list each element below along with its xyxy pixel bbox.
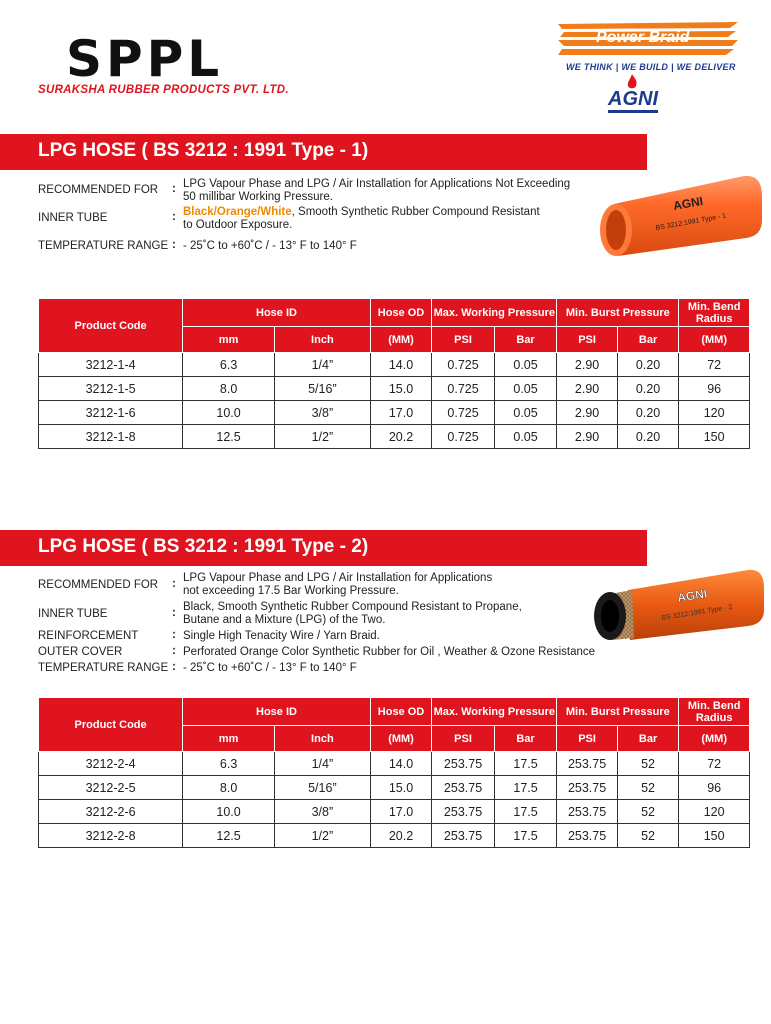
svg-text:AGNI: AGNI <box>672 193 705 213</box>
cell-work-psi: 253.75 <box>432 800 495 824</box>
th-mm: mm <box>183 726 275 752</box>
th-min-burst: Min. Burst Pressure <box>557 698 679 726</box>
th-inch: Inch <box>274 726 370 752</box>
agni-logo: AGNI <box>608 88 658 113</box>
cell-od-mm: 14.0 <box>370 752 432 776</box>
th-bend-mm: (MM) <box>679 327 750 353</box>
hose-type-2-image <box>588 568 764 642</box>
cell-bend-mm: 72 <box>679 752 750 776</box>
table-type-2 <box>38 697 750 848</box>
cell-bend-mm: 96 <box>679 377 750 401</box>
cell-id-inch: 3/8” <box>274 401 370 425</box>
cell-id-inch: 1/2” <box>274 824 370 848</box>
cell-burst-bar: 0.20 <box>617 353 679 377</box>
cell-product-code: 3212-2-4 <box>39 752 183 776</box>
th-work-psi: PSI <box>432 327 495 353</box>
th-min-bend: Min. Bend Radius <box>679 698 750 726</box>
table-row <box>39 752 750 776</box>
svg-text:AGNI: AGNI <box>676 586 709 605</box>
th-od-mm: (MM) <box>370 726 432 752</box>
cell-id-inch: 5/16” <box>274 377 370 401</box>
cell-work-bar: 0.05 <box>494 425 557 449</box>
cell-burst-psi: 253.75 <box>557 752 618 776</box>
cell-id-inch: 5/16” <box>274 776 370 800</box>
th-work-psi: PSI <box>432 726 495 752</box>
cell-work-bar: 0.05 <box>494 401 557 425</box>
cell-id-inch: 1/2” <box>274 425 370 449</box>
th-product-code: Product Code <box>39 299 183 353</box>
cell-id-mm: 10.0 <box>183 401 275 425</box>
th-work-bar: Bar <box>494 327 557 353</box>
cell-bend-mm: 150 <box>679 425 750 449</box>
cell-id-mm: 8.0 <box>183 377 275 401</box>
cell-burst-bar: 52 <box>617 752 679 776</box>
cell-work-psi: 0.725 <box>432 401 495 425</box>
table-row <box>39 353 750 377</box>
svg-text:BS 3212:1991 Type - 2: BS 3212:1991 Type - 2 <box>661 603 733 622</box>
th-min-bend: Min. Bend Radius <box>679 299 750 327</box>
th-hose-id: Hose ID <box>183 698 371 726</box>
cell-burst-psi: 2.90 <box>557 353 618 377</box>
company-name: SURAKSHA RUBBER PRODUCTS PVT. LTD. <box>38 84 289 96</box>
cell-id-mm: 6.3 <box>183 353 275 377</box>
cell-id-mm: 10.0 <box>183 800 275 824</box>
cell-burst-bar: 0.20 <box>617 401 679 425</box>
th-od-mm: (MM) <box>370 327 432 353</box>
cell-id-mm: 8.0 <box>183 776 275 800</box>
cell-burst-psi: 253.75 <box>557 824 618 848</box>
cell-od-mm: 17.0 <box>370 800 432 824</box>
cell-id-inch: 3/8” <box>274 800 370 824</box>
section-1-title: LPG HOSE ( BS 3212 : 1991 Type - 1) <box>38 140 369 161</box>
hose-type-1-image <box>594 174 762 258</box>
power-braid-text: Power Braid <box>596 29 690 46</box>
cell-product-code: 3212-1-8 <box>39 425 183 449</box>
th-product-code: Product Code <box>39 698 183 752</box>
cell-product-code: 3212-1-4 <box>39 353 183 377</box>
cell-work-psi: 253.75 <box>432 776 495 800</box>
th-hose-od: Hose OD <box>370 698 432 726</box>
th-burst-bar: Bar <box>617 327 679 353</box>
cell-od-mm: 15.0 <box>370 776 432 800</box>
th-hose-od: Hose OD <box>370 299 432 327</box>
cell-burst-psi: 2.90 <box>557 377 618 401</box>
th-max-working: Max. Working Pressure <box>432 698 557 726</box>
svg-text:BS 3212:1991 Type - 1: BS 3212:1991 Type - 1 <box>655 212 727 232</box>
cell-work-bar: 0.05 <box>494 377 557 401</box>
cell-burst-psi: 2.90 <box>557 425 618 449</box>
th-min-burst: Min. Burst Pressure <box>557 299 679 327</box>
table-row <box>39 401 750 425</box>
cell-id-inch: 1/4” <box>274 353 370 377</box>
section-2-banner <box>0 530 647 566</box>
cell-product-code: 3212-1-5 <box>39 377 183 401</box>
cell-od-mm: 20.2 <box>370 425 432 449</box>
th-max-working: Max. Working Pressure <box>432 299 557 327</box>
table-type-1 <box>38 298 750 449</box>
cell-id-mm: 6.3 <box>183 752 275 776</box>
cell-od-mm: 15.0 <box>370 377 432 401</box>
cell-burst-bar: 52 <box>617 824 679 848</box>
table-row <box>39 800 750 824</box>
cell-burst-psi: 2.90 <box>557 401 618 425</box>
tagline: WE THINK | WE BUILD | WE DELIVER <box>566 62 736 72</box>
cell-burst-psi: 253.75 <box>557 776 618 800</box>
th-mm: mm <box>183 327 275 353</box>
cell-bend-mm: 96 <box>679 776 750 800</box>
cell-od-mm: 17.0 <box>370 401 432 425</box>
cell-id-mm: 12.5 <box>183 425 275 449</box>
cell-burst-bar: 0.20 <box>617 425 679 449</box>
cell-od-mm: 14.0 <box>370 353 432 377</box>
table-row <box>39 776 750 800</box>
th-burst-psi: PSI <box>557 327 618 353</box>
cell-work-bar: 17.5 <box>494 824 557 848</box>
th-inch: Inch <box>274 327 370 353</box>
cell-burst-psi: 253.75 <box>557 800 618 824</box>
table-row <box>39 425 750 449</box>
cell-bend-mm: 72 <box>679 353 750 377</box>
cell-burst-bar: 52 <box>617 776 679 800</box>
cell-product-code: 3212-2-8 <box>39 824 183 848</box>
cell-work-psi: 0.725 <box>432 353 495 377</box>
cell-bend-mm: 120 <box>679 800 750 824</box>
section-1-banner <box>0 134 647 170</box>
cell-bend-mm: 150 <box>679 824 750 848</box>
th-hose-id: Hose ID <box>183 299 371 327</box>
cell-product-code: 3212-2-6 <box>39 800 183 824</box>
cell-work-bar: 17.5 <box>494 800 557 824</box>
table-row <box>39 377 750 401</box>
cell-od-mm: 20.2 <box>370 824 432 848</box>
cell-work-bar: 17.5 <box>494 752 557 776</box>
cell-work-psi: 0.725 <box>432 425 495 449</box>
th-burst-bar: Bar <box>617 726 679 752</box>
cell-work-bar: 0.05 <box>494 353 557 377</box>
th-bend-mm: (MM) <box>679 726 750 752</box>
sppl-logo: SPPL <box>66 30 224 88</box>
cell-product-code: 3212-2-5 <box>39 776 183 800</box>
cell-bend-mm: 120 <box>679 401 750 425</box>
cell-work-bar: 17.5 <box>494 776 557 800</box>
cell-work-psi: 253.75 <box>432 752 495 776</box>
cell-id-mm: 12.5 <box>183 824 275 848</box>
th-burst-psi: PSI <box>557 726 618 752</box>
cell-id-inch: 1/4” <box>274 752 370 776</box>
cell-product-code: 3212-1-6 <box>39 401 183 425</box>
section-2-title: LPG HOSE ( BS 3212 : 1991 Type - 2) <box>38 536 369 557</box>
cell-burst-bar: 0.20 <box>617 377 679 401</box>
cell-work-psi: 253.75 <box>432 824 495 848</box>
cell-burst-bar: 52 <box>617 800 679 824</box>
table-row <box>39 824 750 848</box>
th-work-bar: Bar <box>494 726 557 752</box>
cell-work-psi: 0.725 <box>432 377 495 401</box>
